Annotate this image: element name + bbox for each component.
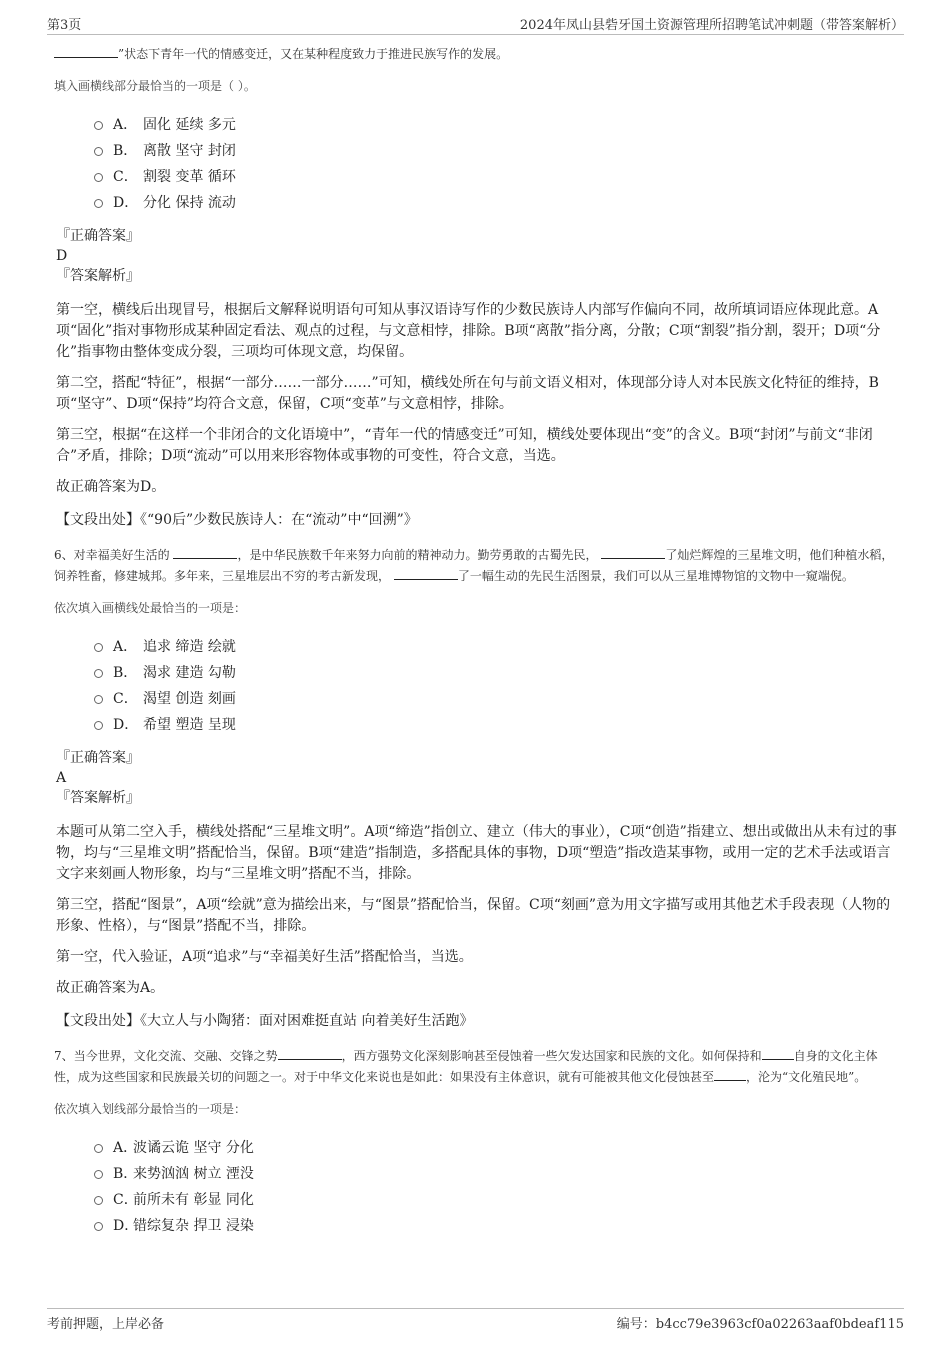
analysis-label: 『答案解析』 <box>56 268 140 284</box>
analysis-paragraph: 第二空，搭配“特征”，根据“一部分……一部分……”可知，横线处所在句与前文语义相对，体现部分诗人对本民族文化特征的维持，B项“坚守”、D项“保持”均符合文意，保留，C项“变革”与文意相悖，排除。 <box>56 375 879 412</box>
source-citation: 【文段出处】《大立人与小陶猪：面对困难挺直站 向着美好生活跑》 <box>56 1013 474 1029</box>
radio-icon[interactable] <box>94 147 103 156</box>
option-b[interactable]: B． 离散 坚守 封闭 <box>94 138 900 164</box>
fill-blank <box>601 546 665 559</box>
correct-answer: A <box>56 770 67 786</box>
analysis-paragraph: 第一空，代入验证，A项“追求”与“幸福美好生活”搭配恰当，当选。 <box>56 949 473 965</box>
option-a[interactable]: A． 波谲云诡 坚守 分化 <box>94 1135 900 1161</box>
radio-icon[interactable] <box>94 695 103 704</box>
radio-icon[interactable] <box>94 669 103 678</box>
option-b[interactable]: B． 渴求 建造 勾勒 <box>94 660 900 686</box>
analysis-label: 『答案解析』 <box>56 790 140 806</box>
option-c[interactable]: C． 割裂 变革 循环 <box>94 164 900 190</box>
question-5-text: ”状态下青年一代的情感变迁，又在某种程度致力于推进民族写作的发展。 <box>54 44 900 65</box>
fill-blank <box>278 1047 342 1060</box>
question-5-prompt: 填入画横线部分最恰当的一项是（ ）。 <box>54 79 256 93</box>
radio-icon[interactable] <box>94 1222 103 1231</box>
analysis-paragraph: 故正确答案为A。 <box>56 980 165 996</box>
radio-icon[interactable] <box>94 1196 103 1205</box>
fill-blank <box>173 546 237 559</box>
option-d[interactable]: D． 希望 塑造 呈现 <box>94 712 900 738</box>
page-footer <box>47 1308 904 1331</box>
analysis-paragraph: 本题可从第二空入手，横线处搭配“三星堆文明”。A项“缔造”指创立、建立（伟大的事业），C项“创造”指建立、想出或做出从未有过的事物，均与“三星堆文明”搭配恰当，保留。B项“建造”指制造，多搭配具体的事物，D项“塑造”指改造某事物，或用一定的艺术手法或语言文字来刻画人物形象，均与“三星堆文明”搭配不当，排除。 <box>56 824 897 882</box>
document-title: 2024年凤山县砦牙国土资源管理所招聘笔试冲刺题（带答案解析） <box>519 18 904 33</box>
option-a[interactable]: A． 追求 缔造 绘就 <box>94 634 900 660</box>
option-b[interactable]: B． 来势汹汹 树立 湮没 <box>94 1161 900 1187</box>
question-6-options <box>94 634 900 738</box>
footer-slogan: 考前押题，上岸必备 <box>47 1317 165 1332</box>
analysis-paragraph: 故正确答案为D。 <box>56 479 166 495</box>
fill-blank <box>714 1068 746 1081</box>
option-c[interactable]: C． 渴望 创造 刻画 <box>94 686 900 712</box>
analysis-paragraph: 第三空，搭配“图景”，A项“绘就”意为描绘出来，与“图景”搭配恰当，保留。C项“刻画”意为用文字描写或用其他艺术手段表现（人物的形象、性格），与“图景”搭配不当，排除。 <box>56 897 891 934</box>
radio-icon[interactable] <box>94 121 103 130</box>
correct-answer: D <box>56 248 68 264</box>
page-number: 第3页 <box>47 18 82 33</box>
radio-icon[interactable] <box>94 721 103 730</box>
radio-icon[interactable] <box>94 643 103 652</box>
source-citation: 【文段出处】《“90后”少数民族诗人：在“流动”中“回溯”》 <box>56 512 418 528</box>
radio-icon[interactable] <box>94 1144 103 1153</box>
fill-blank <box>762 1047 794 1060</box>
answer-label: 『正确答案』 <box>56 228 140 244</box>
question-6-prompt: 依次填入画横线处最恰当的一项是： <box>54 601 247 615</box>
page-content <box>54 44 900 1249</box>
answer-label: 『正确答案』 <box>56 750 140 766</box>
option-d[interactable]: D． 错综复杂 捍卫 浸染 <box>94 1213 900 1239</box>
fill-blank <box>54 45 118 58</box>
question-7-options <box>94 1135 900 1239</box>
page-header <box>47 12 904 35</box>
radio-icon[interactable] <box>94 1170 103 1179</box>
option-a[interactable]: A． 固化 延续 多元 <box>94 112 900 138</box>
question-7-prompt: 依次填入划线部分最恰当的一项是： <box>54 1102 247 1116</box>
option-d[interactable]: D． 分化 保持 流动 <box>94 190 900 216</box>
analysis-paragraph: 第三空，根据“在这样一个非闭合的文化语境中”，“青年一代的情感变迁”可知，横线处要体现出“变”的含义。B项“封闭”与前文“非闭合”矛盾，排除；D项“流动”可以用来形容物体或事物的可变性，符合文意，当选。 <box>56 427 873 464</box>
question-7-text: 7、当今世界，文化交流、交融、交锋之势 ，西方强势文化深刻影响甚至侵蚀着一些欠发达国家和民族的文化。如何保持和 自身的文化主体性，成为这些国家和民族最关切的问题之一。对于中华文化来说也是如此：如果没有主体意识，就有可能被其他文化侵蚀甚至 ，沦为“文化殖民地”。 <box>54 1049 878 1084</box>
radio-icon[interactable] <box>94 199 103 208</box>
question-5-options <box>94 112 900 216</box>
document-id: 编号：b4cc79e3963cf0a02263aaf0bdeaf115 <box>616 1317 904 1332</box>
option-c[interactable]: C． 前所未有 彰显 同化 <box>94 1187 900 1213</box>
radio-icon[interactable] <box>94 173 103 182</box>
question-6-text: 6、对幸福美好生活的 ，是中华民族数千年来努力向前的精神动力。勤劳勇敢的古蜀先民， 了灿烂辉煌的三星堆文明，他们种植水稻，饲养牲畜，修建城邦。多年来，三星堆层出不穷的考古新发现， 了一幅生动的先民生活图景，我们可以从三星堆博物馆的文物中一窥端倪。 <box>54 548 894 583</box>
fill-blank <box>394 567 458 580</box>
analysis-paragraph: 第一空，横线后出现冒号，根据后文解释说明语句可知从事汉语诗写作的少数民族诗人内部写作偏向不同，故所填词语应体现此意。A项“固化”指对事物形成某种固定看法、观点的过程，与文意相悖，排除。B项“离散”指分离，分散；C项“割裂”指分割，裂开；D项“分化”指事物由整体变成分裂，三项均可体现文意，均保留。 <box>56 302 881 360</box>
